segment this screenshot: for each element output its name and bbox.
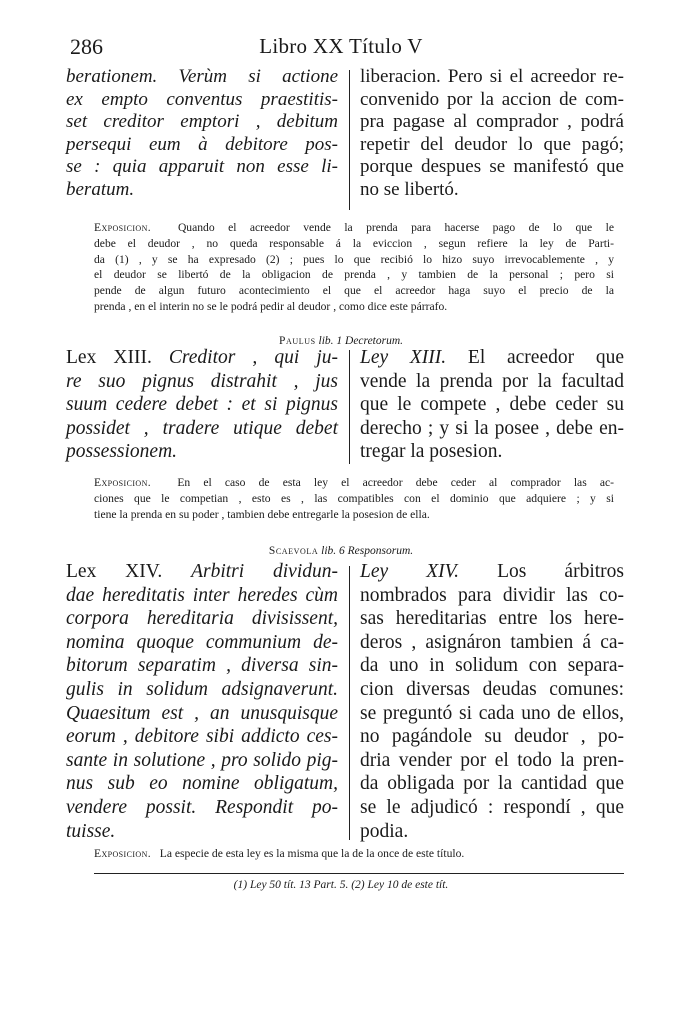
commentary-line (94, 846, 624, 862)
spanish-column (360, 560, 624, 843)
footnote-rule (94, 873, 624, 874)
exposicion-commentary-1 (94, 220, 614, 315)
commentary-line: da (1) , y se ha expresado (2) ; pues lo que recibió lo hizo suyo irrevocablemente , y (94, 252, 614, 266)
latin-line: beratum. (66, 178, 135, 200)
commentary-line: ciones que le competian , esto es , las compatibles con el dominio que adquiere ; y si (94, 491, 614, 505)
commentary-line: el deudor se libertó de la obligacion de prenda , y tambien de la personal ; pero si (94, 268, 614, 282)
spanish-line: liberacion. Pero si el acreedor re- (360, 66, 624, 87)
source-attribution-2 (0, 545, 682, 557)
spanish-line: sas hereditarias entre los here- (360, 608, 624, 630)
commentary-text: En el caso de esta ley el acreedor debe ceder al comprador las ac- (177, 476, 614, 489)
exposicion-label: Exposicion. (94, 221, 152, 234)
spanish-line: cion diversas deudas comunes: (360, 678, 624, 700)
bilingual-block-1 (66, 66, 624, 216)
exposicion-label: Exposicion. (94, 476, 152, 489)
latin-line: berationem. Verùm si actione (66, 66, 338, 87)
page-number: 286 (70, 34, 103, 59)
spanish-line: dria vender por el todo la pren- (360, 749, 624, 771)
latin-line: possessionem. (66, 441, 178, 463)
latin-line: nus sub eo nomine obligatum, (66, 773, 338, 795)
spanish-line: Ley XIII. El acreedor que (360, 347, 624, 368)
spanish-line: da obligada por la cantidad que (360, 773, 624, 795)
spanish-line: no se libertó. (360, 178, 459, 200)
commentary-text: Quando el acreedor vende la prenda para hacerse pago de lo que le (177, 221, 615, 234)
latin-line: corpora hereditaria divisissent, (66, 608, 338, 630)
spanish-line: que le compete , debe ceder su (360, 394, 624, 416)
spanish-line: no pagándole su deudor , po- (360, 726, 624, 748)
latin-line: suum cedere debet : et si pignus (66, 394, 338, 416)
spanish-line: repetir del deudor lo que pagó; (360, 133, 624, 155)
latin-line: bitorum separatim , diversa sin- (66, 655, 338, 677)
column-divider (349, 350, 350, 464)
source-author: Scaevola (268, 545, 319, 557)
column-divider (349, 566, 350, 840)
latin-line: ex empto conventus praestitis- (66, 88, 338, 110)
latin-column (66, 346, 338, 464)
commentary-line: pende de algun futuro acontecimiento el que el acreedor haga suyo el precio de la (94, 284, 614, 298)
latin-line: se : quia apparuit non esse li- (66, 156, 338, 178)
spanish-line: da uno in solidum con separa- (360, 655, 624, 677)
latin-line: re suo pignus distrahit , jus (66, 370, 338, 392)
commentary-line (94, 220, 614, 236)
law-13-block (66, 346, 624, 464)
law-heading: Ley XIV. (360, 561, 459, 582)
law-heading: Ley XIII. (360, 347, 447, 368)
latin-line: vendere possit. Respondit po- (66, 796, 338, 818)
law-heading: Lex XIII. (66, 347, 152, 368)
column-divider (349, 70, 350, 210)
commentary-line: prenda , en el interin no se le podrá pedir al deudor , como dice este párrafo. (94, 299, 448, 313)
latin-line: dae hereditatis inter heredes cùm (66, 584, 338, 606)
source-work: lib. 1 Decretorum. (318, 335, 404, 347)
exposicion-commentary-3 (94, 846, 624, 862)
spanish-line: deros , asignáron tambien á ca- (360, 631, 624, 653)
exposicion-commentary-2 (94, 475, 614, 522)
spanish-column (360, 346, 624, 464)
spanish-column (360, 66, 624, 202)
spanish-line: derecho ; y si la posee , debe en- (360, 417, 624, 439)
spanish-line: se preguntó si cada uno de ellos, (360, 702, 624, 724)
latin-line: set creditor emptori , debitum (66, 111, 338, 133)
latin-line: Quaesitum est , an unusquisque (66, 702, 338, 724)
law-heading: Lex XIV. (66, 561, 163, 582)
source-author: Paulus (278, 335, 316, 347)
latin-line: persequi eum à debitore pos- (66, 133, 338, 155)
running-header (70, 34, 612, 62)
spanish-line: vende la prenda por la facultad (360, 370, 624, 392)
spanish-line: pra pagase al comprador , podrá (360, 111, 624, 133)
latin-line: eorum , debitore sibi addicto ces- (66, 726, 338, 748)
commentary-line: tiene la prenda en su poder , tambien debe entregarle la posesion de ella. (94, 507, 430, 521)
spanish-line: podia. (360, 820, 409, 842)
law-14-block (66, 560, 624, 842)
spanish-line: se le adjudicó : respondí , que (360, 796, 624, 818)
latin-line: nomina quoque communium de- (66, 631, 338, 653)
latin-line: possidet , tradere utique debet (66, 417, 338, 439)
commentary-line: debe el deudor , no queda responsable á la eviccion , segun refiere la ley de Parti- (94, 236, 614, 250)
latin-line: tuisse. (66, 820, 116, 842)
latin-line: Lex XIII. Creditor , qui ju- (66, 347, 339, 368)
latin-line: Lex XIV. Arbitri dividun- (66, 561, 338, 582)
page-title: Libro XX Título V (259, 34, 423, 58)
spanish-line: porque despues se manifestó que (360, 156, 624, 178)
footnotes: (1) Ley 50 tít. 13 Part. 5. (2) Ley 10 de este tít. (233, 879, 449, 891)
latin-column (66, 66, 338, 202)
spanish-line: tregar la posesion. (360, 441, 503, 463)
latin-line: sante in solutione , pro solido pig- (66, 749, 338, 771)
source-work: lib. 6 Responsorum. (321, 545, 414, 557)
spanish-line: nombrados para dividir las co- (360, 584, 624, 606)
exposicion-label: Exposicion. (94, 847, 152, 860)
commentary-line (94, 475, 614, 491)
latin-column (66, 560, 338, 843)
spanish-line: convenido por la accion de com- (360, 88, 624, 110)
spanish-line: Ley XIV. Los árbitros (360, 561, 624, 582)
latin-line: gulis in solidum adsignaverunt. (66, 678, 338, 700)
commentary-text: La especie de esta ley es la misma que la de la once de este título. (159, 847, 465, 860)
